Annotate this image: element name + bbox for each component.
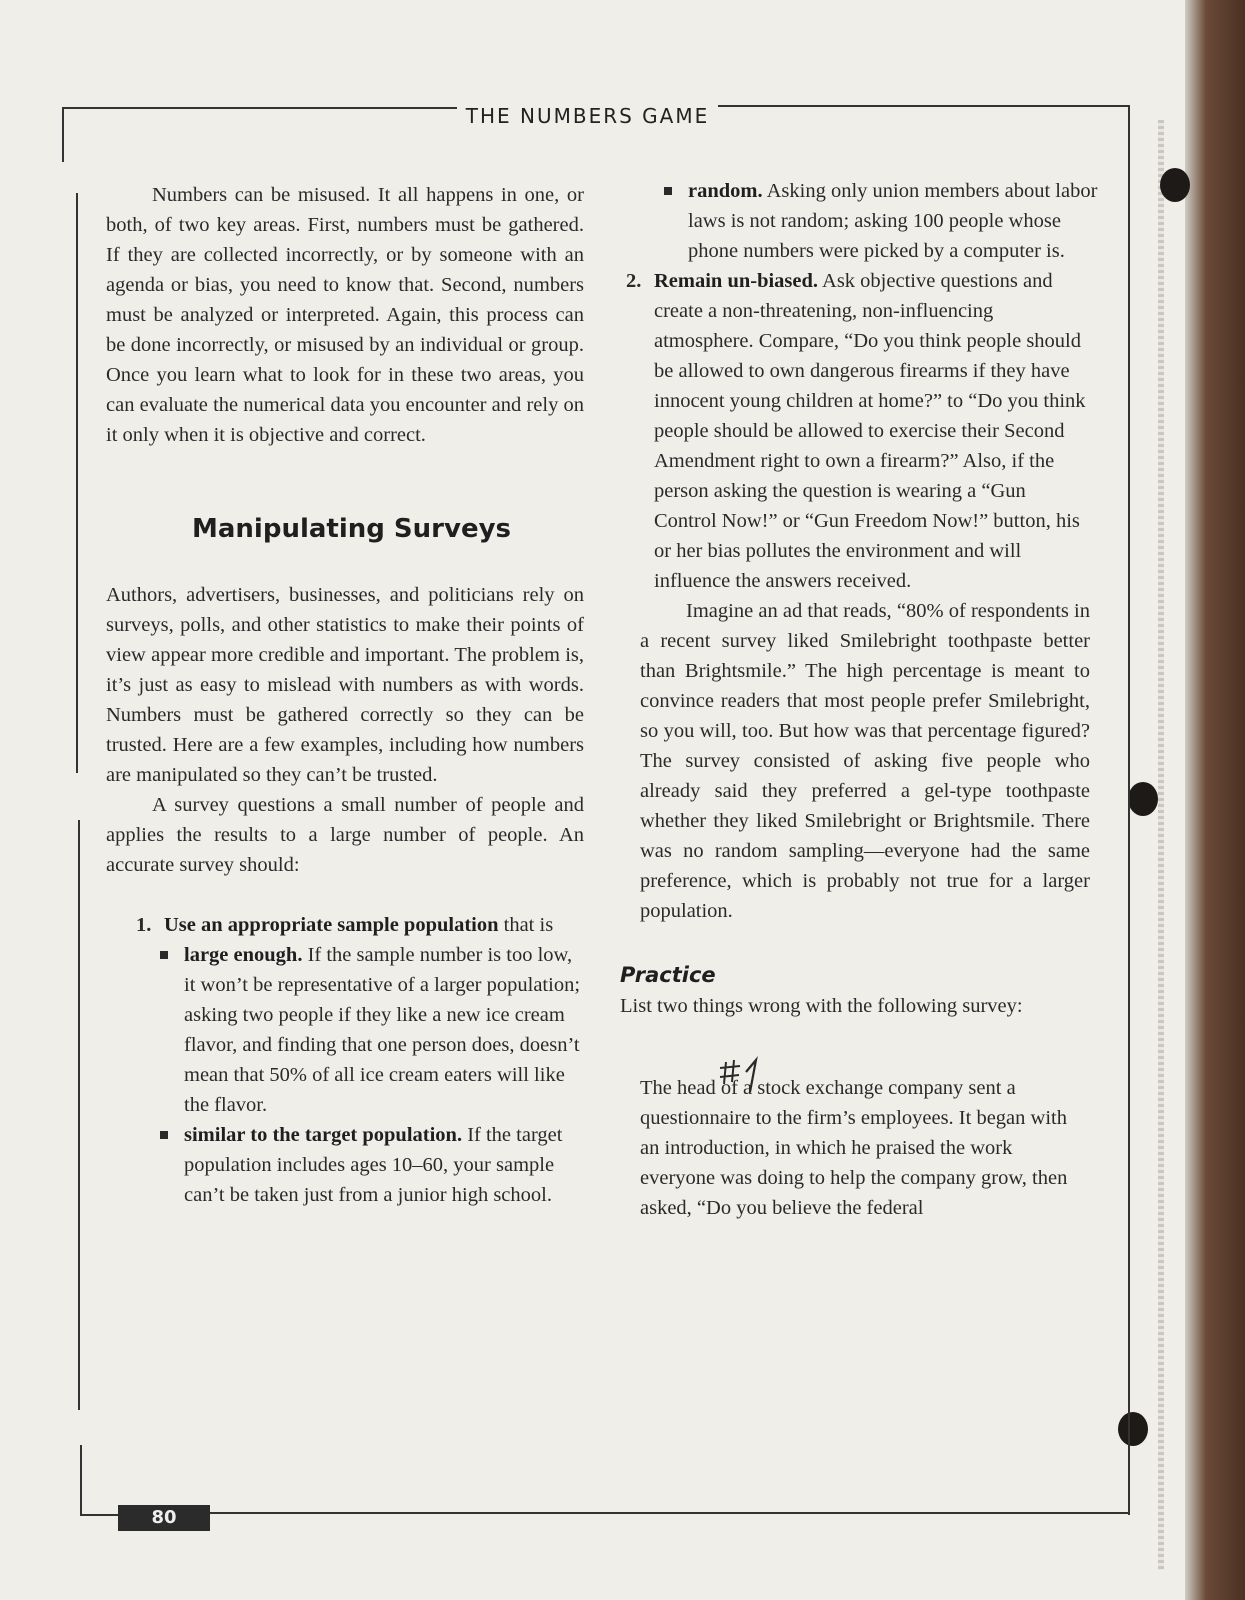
section-heading: Manipulating Surveys [192, 514, 511, 544]
handwritten-note [720, 1050, 780, 1105]
binder-hole-middle [1128, 782, 1158, 816]
bullet-random [660, 176, 1108, 266]
frame-rule [210, 1512, 1128, 1514]
bullet-title: similar to the target population. [184, 1124, 463, 1146]
bullet-square-icon [160, 1131, 168, 1139]
list-number: 2. [626, 270, 642, 292]
page-stack-edge [1158, 120, 1164, 1570]
bullet-title: large enough. [184, 944, 303, 966]
frame-rule [62, 107, 457, 109]
list-number: 1. [136, 914, 152, 936]
table-background [1185, 0, 1245, 1600]
frame-rule [1128, 105, 1130, 1515]
frame-rule [80, 1514, 118, 1516]
practice-block [620, 960, 1090, 1021]
frame-rule [80, 1445, 82, 1515]
surveys-paragraph-1: Authors, advertisers, businesses, and politicians rely on surveys, polls, and other statistics to make their points of view appear more credible and important. The problem is, it’s just as easy to mislead with numbers as with words. Numbers must be gathered correctly so they can be trusted. Here are a few examples, including how numbers are manipulated so they can’t be trusted. [106, 584, 584, 786]
right-column [620, 176, 1098, 1223]
bullet-text: Asking only union members about labor laws is not random; asking 100 people whose phone numbers were picked by a computer is. [688, 180, 1098, 262]
frame-rule [78, 820, 80, 1410]
frame-rule [718, 105, 1130, 107]
bullet-similar [156, 1120, 584, 1210]
practice-text: The head of a stock exchange company sent a questionnaire to the firm’s employees. It began with an introduction, in which he praised the work everyone was doing to help the company grow, then asked, “Do you believe the federal [640, 1077, 1068, 1219]
list-item-2-title: Remain un-biased. [654, 270, 819, 292]
frame-rule [62, 107, 64, 162]
bullet-text: If the sample number is too low, it won’t be representative of a larger population; asking two people if they like a new ice cream flavor, and finding that one person does, doesn’t mean that 50% of all ice cream eaters will like the flavor. [184, 944, 581, 1116]
ad-paragraph: Imagine an ad that reads, “80% of respondents in a recent survey liked Smilebright toothpaste better than Brightsmile.” The high percentage is meant to convince readers that most people prefer Smilebright, so you will, too. But how was that percentage figured? The survey consisted of asking five people who already said they preferred a gel-type toothpaste whether they liked Smilebright or Brightsmile. There was no random sampling—everyone had the same preference, which is probably not true for a larger population. [640, 600, 1090, 922]
list-item-2-text: Ask objective questions and create a non-threatening, non-influencing atmosphere. Compare, “Do you think people should be allowed to own dangerous firearms if they have innocent young children at home?” to “Do you think people should be allowed to exercise their Second Amendment right to own a firearm?” Also, if the person asking the question is wearing a “Gun Control Now!” or “Gun Freedom Now!” button, his or her bias pollutes the environment and will influence the answers received. [654, 270, 1086, 592]
intro-paragraph: Numbers can be misused. It all happens in one, or both, of two key areas. First, numbers must be gathered. If they are collected incorrectly, or by someone with an agenda or bias, you need to know that. Second, numbers must be analyzed or interpreted. Again, this process can be done incorrectly, or misused by an individual or group. Once you learn what to look for in these two areas, you can evaluate the numerical data you encounter and rely on it only when it is objective and correct. [106, 184, 584, 446]
binder-hole-bottom [1118, 1412, 1148, 1446]
bullet-square-icon [664, 187, 672, 195]
surveys-paragraph-2: A survey questions a small number of people and applies the results to a large number of people. An accurate survey should: [106, 794, 584, 876]
list-item-1 [136, 910, 584, 940]
handwritten-number-icon [720, 1050, 780, 1100]
bullet-large-enough [156, 940, 584, 1120]
page-number: 80 [118, 1505, 210, 1531]
left-column [106, 180, 584, 1210]
binder-hole-top [1160, 168, 1190, 202]
running-head: THE NUMBERS GAME [465, 104, 710, 128]
list-item-2 [626, 266, 1090, 596]
practice-instruction: List two things wrong with the following survey: [620, 995, 1023, 1017]
list-item-1-text: that is [498, 914, 554, 936]
bullet-title: random. [688, 180, 763, 202]
practice-heading: Practice [620, 963, 716, 987]
list-item-1-title: Use an appropriate sample population [164, 914, 499, 936]
bullet-text: If the target population includes ages 10–60, your sample can’t be taken just from a junior high school. [184, 1124, 563, 1206]
frame-rule [76, 193, 78, 773]
bullet-square-icon [160, 951, 168, 959]
